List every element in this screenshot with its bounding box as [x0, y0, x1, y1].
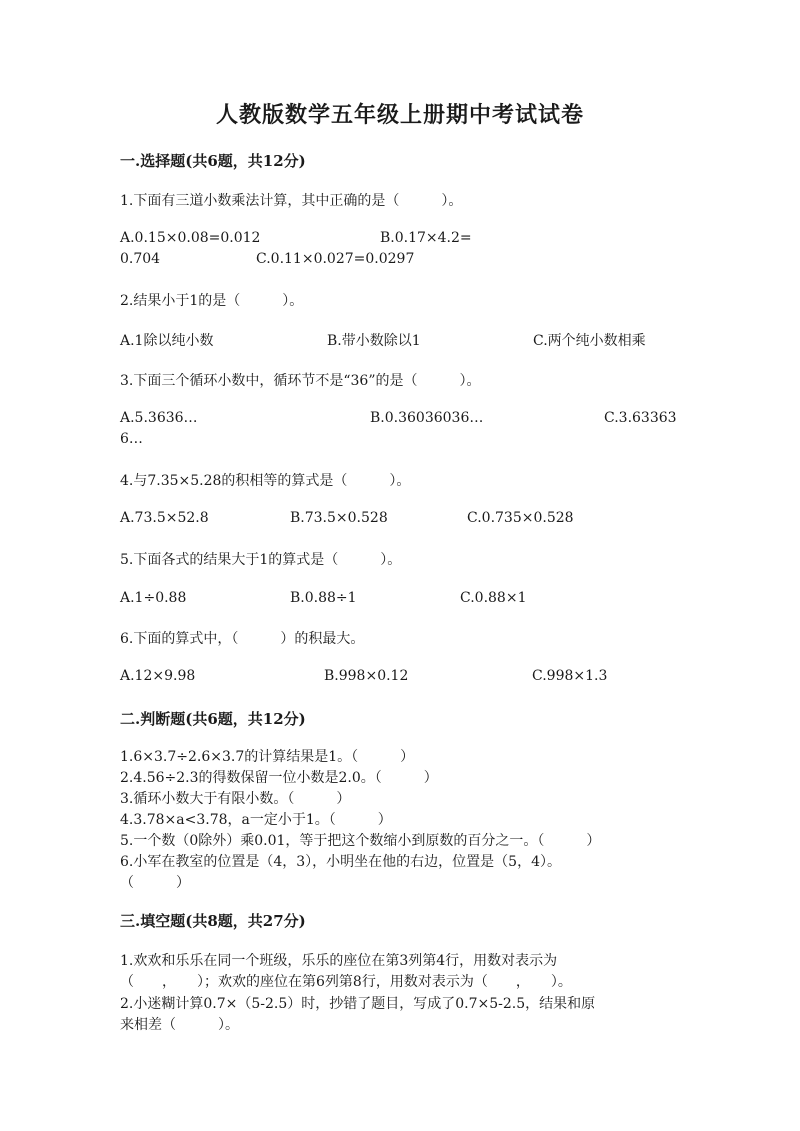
- question-text: 5.下面各式的结果大于1的算式是（ ）。: [120, 552, 402, 568]
- section-heading-fill-blank: 三.填空题(共8题，共27分): [120, 912, 306, 930]
- question-text: 4.与7.35×5.28的积相等的算式是（ ）。: [120, 473, 411, 489]
- option-a: A.5.3636…: [120, 410, 198, 426]
- option-c: C.0.11×0.027=0.0297: [256, 251, 415, 267]
- exam-title: 人教版数学五年级上册期中考试试卷: [215, 102, 584, 128]
- option-b: B.73.5×0.528: [290, 510, 388, 526]
- option-a: A.1除以纯小数: [120, 333, 214, 349]
- option-b: B.带小数除以1: [327, 333, 421, 349]
- question-text: 1.下面有三道小数乘法计算，其中正确的是（ ）。: [120, 193, 463, 209]
- fill-blank-line: 2.小迷糊计算0.7×（5-2.5）时，抄错了题目，写成了0.7×5-2.5，结果和原: [120, 996, 596, 1012]
- option-b: B.0.17×4.2=: [380, 230, 472, 246]
- option-b-continued: 0.704: [120, 251, 161, 267]
- question-text: 2.结果小于1的是（ ）。: [120, 293, 304, 309]
- section-heading-choice: 一.选择题(共6题，共12分): [120, 152, 306, 170]
- option-c: C.3.63363: [604, 410, 677, 426]
- option-c: C.0.735×0.528: [467, 510, 574, 526]
- option-c: C.998×1.3: [532, 668, 608, 684]
- option-a: A.12×9.98: [120, 668, 196, 684]
- option-b: B.0.36036036…: [370, 410, 484, 426]
- judgment-line: 3.循环小数大于有限小数。（ ）: [120, 791, 351, 807]
- option-b: B.998×0.12: [324, 668, 409, 684]
- judgment-line: 6.小军在教室的位置是（4，3），小明坐在他的右边，位置是（5，4）。: [120, 854, 561, 870]
- judgment-line: 1.6×3.7÷2.6×3.7的计算结果是1。（ ）: [120, 749, 415, 765]
- option-b: B.0.88÷1: [290, 590, 357, 606]
- option-a: A.0.15×0.08=0.012: [120, 230, 261, 246]
- judgment-line: （ ）: [120, 875, 190, 891]
- question-text: 6.下面的算式中，（ ）的积最大。: [120, 631, 365, 647]
- option-a: A.73.5×52.8: [120, 510, 209, 526]
- judgment-line: 4.3.78×a<3.78，a一定小于1。（ ）: [120, 812, 392, 828]
- question-text: 3.下面三个循环小数中，循环节不是“36”的是（ ）。: [120, 373, 481, 389]
- fill-blank-line: 1.欢欢和乐乐在同一个班级，乐乐的座位在第3列第4行，用数对表示为: [120, 953, 558, 969]
- option-c-continued: 6…: [120, 431, 143, 447]
- option-c: C.0.88×1: [460, 590, 527, 606]
- option-a: A.1÷0.88: [120, 590, 187, 606]
- section-heading-judgment: 二.判断题(共6题，共12分): [120, 710, 306, 728]
- judgment-line: 2.4.56÷2.3的得数保留一位小数是2.0。（ ）: [120, 770, 438, 786]
- judgment-line: 5.一个数（0除外）乘0.01，等于把这个数缩小到原数的百分之一。（ ）: [120, 833, 601, 849]
- option-c: C.两个纯小数相乘: [533, 333, 646, 349]
- fill-blank-line: 来相差（ ）。: [120, 1017, 239, 1033]
- fill-blank-line: （ ， ）；欢欢的座位在第6列第8行，用数对表示为（ ， ）。: [120, 974, 572, 990]
